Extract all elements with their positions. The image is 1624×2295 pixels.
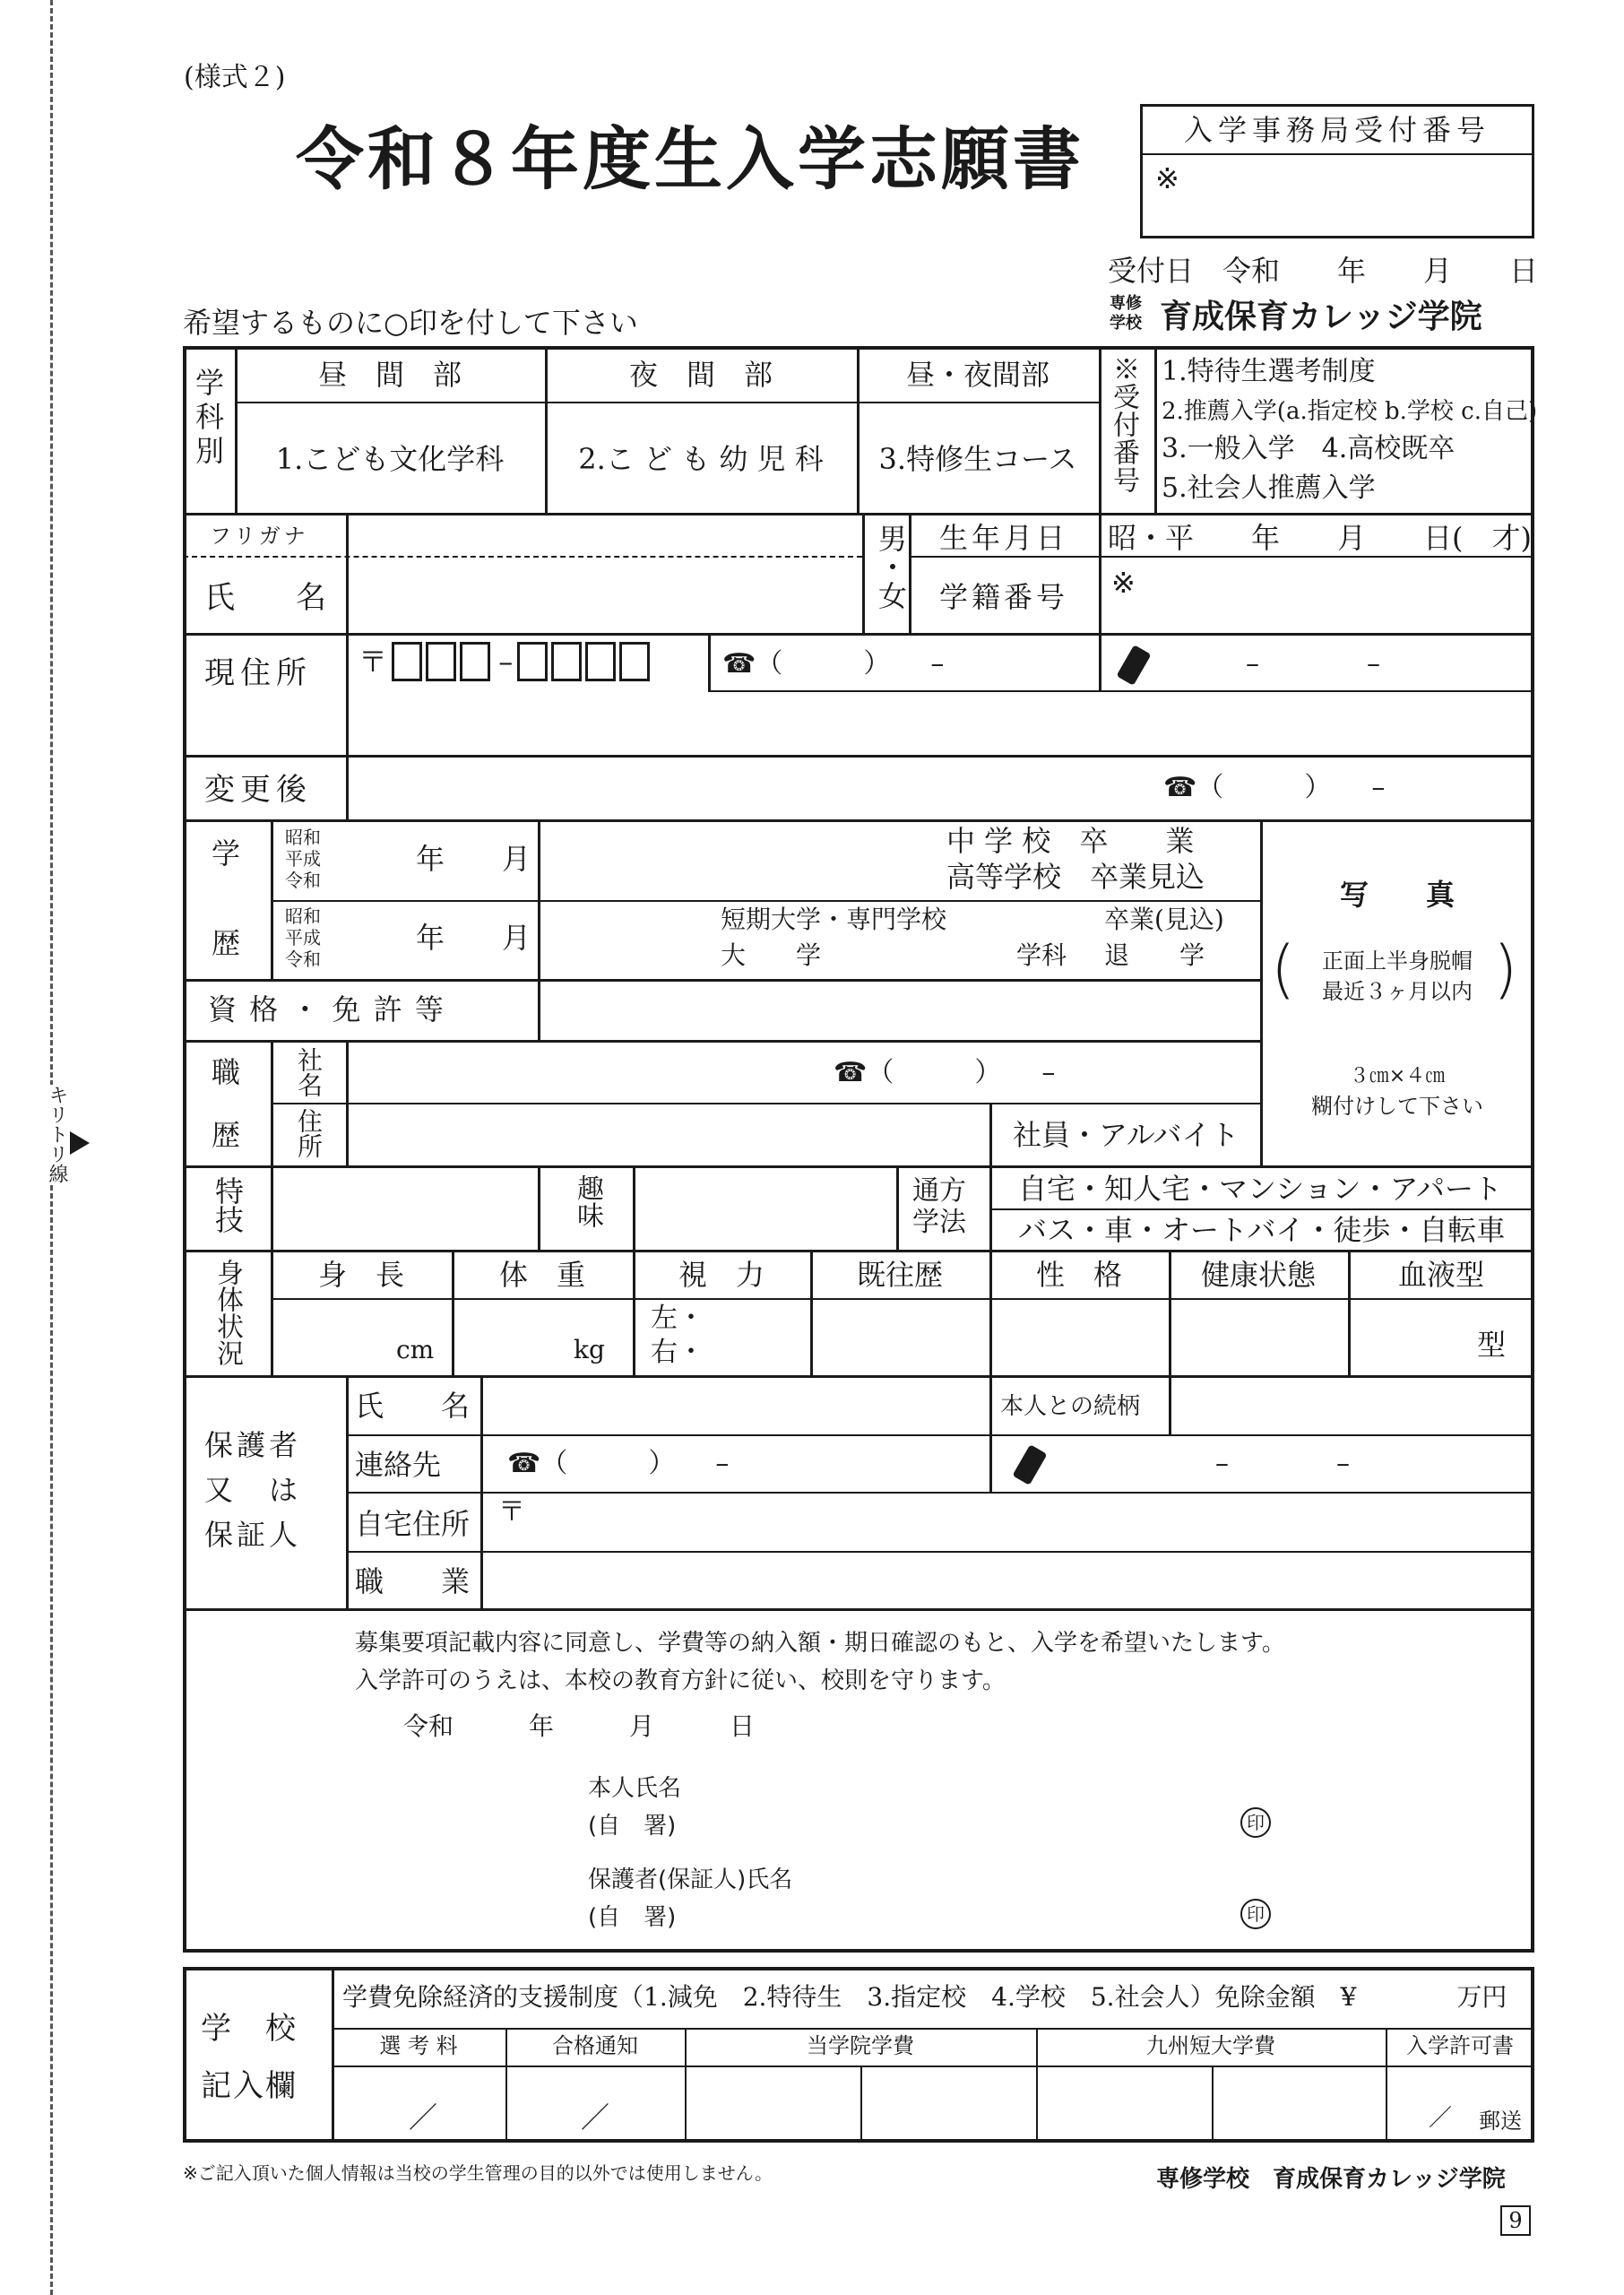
commute-label-text: 通方学法	[912, 1175, 966, 1238]
guardian-home-address-field[interactable]	[529, 1495, 1531, 1549]
education-label-bottom: 歴	[212, 926, 241, 960]
guardian-signature-field[interactable]	[708, 1895, 1228, 1935]
commute-option-1[interactable]: 自宅・知人宅・マンション・アパート	[1018, 1172, 1503, 1206]
admission-permit-slash[interactable]: ／	[1429, 2105, 1453, 2132]
guardian-label-1: 保護者	[204, 1428, 302, 1462]
course-header-night: 夜 間 部	[628, 358, 773, 392]
course-option-special[interactable]: 3.特修生コース	[878, 442, 1077, 476]
privacy-notice: ※ご記入頂いた個人情報は当校の学生管理の目的以外では使用しません。	[183, 2162, 773, 2184]
school-col-exam-fee: 選 考 料	[379, 2033, 458, 2058]
education-school-2-status2[interactable]: 退 学	[1104, 940, 1205, 970]
commute-label	[912, 1176, 977, 1238]
blood-type-field[interactable]: 型	[1477, 1328, 1507, 1362]
education-date-2[interactable]: 年 月	[416, 921, 531, 955]
pass-notice-slash[interactable]: ／	[581, 2100, 610, 2135]
school-prefix-top: 専修	[1110, 294, 1142, 313]
career-company-label: 社名	[294, 1047, 324, 1097]
applicant-name-label: 本人氏名	[588, 1775, 682, 1802]
guardian-contact-label: 連絡先	[355, 1448, 442, 1482]
course-header-daynight: 昼・夜間部	[905, 358, 1050, 392]
page-title: 令和８年度生入学志願書	[296, 119, 1084, 199]
career-label-bottom: 歴	[212, 1118, 241, 1152]
applicant-seal-icon: 印	[1240, 1807, 1271, 1838]
photo-size: ３㎝×４㎝	[1349, 1065, 1446, 1087]
special-skill-label: 特技	[211, 1176, 245, 1234]
guardian-zip-mark: 〒	[498, 1496, 525, 1528]
health-header-blood-type: 血液型	[1397, 1258, 1484, 1292]
health-condition-field[interactable]	[1172, 1302, 1346, 1373]
photo-paren-left: (	[1271, 932, 1296, 1006]
changed-address-label: 変更後	[204, 772, 312, 808]
career-address-field[interactable]	[350, 1106, 988, 1164]
special-skill-field[interactable]	[274, 1169, 536, 1248]
zip-mark: 〒	[358, 645, 388, 679]
address-label: 現住所	[204, 655, 312, 691]
height-field[interactable]: cm	[396, 1335, 435, 1364]
education-school-2-status1[interactable]: 卒業(見込)	[1104, 905, 1224, 934]
photo-instruction: 糊付けして下さい	[1311, 1094, 1483, 1119]
zip-dash: –	[498, 645, 514, 679]
school-col-pass-notice: 合格通知	[552, 2033, 638, 2058]
education-school-1-line2[interactable]: 高等学校 卒業見込	[946, 860, 1205, 894]
guardian-signature-label: (自 署)	[588, 1904, 677, 1931]
admission-type-1[interactable]: 1.特待生選考制度	[1162, 356, 1376, 387]
guardian-label-3: 保証人	[204, 1518, 302, 1552]
receipt-number-vertical-label: ※受付番号	[1108, 355, 1139, 494]
student-id-label: 学籍番号	[938, 580, 1068, 614]
school-use-label-2: 記入欄	[201, 2068, 298, 2104]
instruction: 希望するものに○印を付して下さい	[183, 306, 638, 340]
career-employment-type[interactable]: 社員・アルバイト	[1013, 1118, 1240, 1152]
education-era-2[interactable]: 昭和 平成 令和	[285, 905, 321, 970]
exam-fee-slash[interactable]: ／	[409, 2100, 438, 2135]
career-company-field[interactable]	[350, 1044, 1258, 1101]
guardian-mobile-field[interactable]: – –	[1215, 1448, 1350, 1479]
footer-school-name: 専修学校 育成保育カレッジ学院	[1156, 2166, 1506, 2193]
receipt-date: 受付日 令和 年 月 日	[1108, 254, 1539, 288]
school-use-label-1: 学 校	[201, 2011, 298, 2047]
address-field[interactable]	[350, 694, 1531, 753]
agreement-date-field[interactable]: 令和 年 月 日	[403, 1711, 756, 1741]
photo-title: 写 真	[1339, 878, 1455, 912]
personality-field[interactable]	[993, 1302, 1167, 1373]
applicant-signature-field[interactable]	[708, 1804, 1228, 1843]
health-header-height: 身 長	[317, 1258, 404, 1292]
applicant-signature-label: (自 署)	[588, 1813, 677, 1840]
receipt-number-mark: ※	[1155, 161, 1179, 195]
school-col-tuition: 当学院学費	[807, 2033, 914, 2058]
health-header-weight: 体 重	[498, 1258, 585, 1292]
health-header-personality: 性 格	[1035, 1258, 1122, 1292]
photo-line-1: 正面上半身脱帽	[1322, 948, 1473, 974]
changed-tel-field[interactable]: ☎（ ） –	[1163, 772, 1386, 803]
furigana-field[interactable]	[350, 516, 860, 556]
school-name: 育成保育カレッジ学院	[1160, 299, 1482, 335]
education-school-2-type2: 大 学	[721, 940, 822, 970]
zip-code-field[interactable]	[358, 642, 653, 681]
health-label: 身体状況	[212, 1259, 243, 1366]
education-school-2-dept: 学科	[1016, 940, 1067, 970]
medical-history-field[interactable]	[814, 1302, 988, 1373]
course-header-day: 昼 間 部	[317, 358, 462, 392]
student-id-mark: ※	[1111, 566, 1136, 600]
admission-type-5[interactable]: 5.社会人推薦入学	[1162, 472, 1376, 504]
course-option-child-infant[interactable]: 2.こ ど も 幼 児 科	[578, 442, 824, 476]
name-field[interactable]	[350, 558, 860, 631]
tuition-exemption-field[interactable]: 学費免除経済的支援制度（1.減免 2.特待生 3.指定校 4.学校 5.社会人）免除金額 ¥ 万円	[342, 1982, 1507, 2012]
birthdate-label: 生年月日	[938, 521, 1068, 555]
page-number: 9	[1500, 2205, 1531, 2236]
address-tel-field[interactable]: ☎（ ） –	[722, 648, 945, 680]
education-school-1-line1[interactable]: 中 学 校 卒 業	[946, 824, 1195, 858]
admission-type-2[interactable]: 2.推薦入学(a.指定校 b.学校 c.自己)	[1162, 398, 1538, 425]
school-col-junior-college-fee: 九州短大学費	[1146, 2033, 1275, 2058]
health-header-vision: 視 力	[678, 1258, 764, 1292]
agreement-line-2: 入学許可のうえは、本校の教育方針に従い、校則を守ります。	[355, 1667, 1006, 1694]
guardian-home-address-label: 自宅住所	[355, 1507, 471, 1541]
career-tel-field[interactable]: ☎（ ） –	[834, 1057, 1056, 1088]
hobby-field[interactable]	[636, 1169, 894, 1248]
guardian-name-sign-label: 保護者(保証人)氏名	[588, 1866, 793, 1893]
guardian-occupation-label: 職 業	[355, 1564, 471, 1598]
license-label: 資 格 ・ 免 許 等	[208, 992, 445, 1026]
guardian-relation-label: 本人との続柄	[1000, 1393, 1141, 1420]
admission-permit-mailed: 郵送	[1479, 2109, 1522, 2134]
guardian-name-label: 氏 名	[355, 1389, 471, 1423]
education-era-1[interactable]: 昭和 平成 令和	[285, 827, 321, 891]
name-label: 氏 名	[204, 580, 326, 616]
address-mobile-field[interactable]: – –	[1246, 648, 1380, 680]
gender-select[interactable]: 男・女	[874, 524, 908, 610]
vision-left-field[interactable]: 左・	[651, 1303, 704, 1334]
license-field[interactable]	[541, 983, 1258, 1038]
cut-line-label: キリトリ線	[36, 1085, 68, 1183]
guardian-occupation-field[interactable]	[484, 1555, 1531, 1606]
hobby-label: 趣味	[572, 1174, 603, 1228]
photo-paren-right: )	[1493, 932, 1518, 1006]
guardian-relation-field[interactable]	[1172, 1379, 1531, 1433]
guardian-seal-icon: 印	[1240, 1899, 1271, 1929]
school-prefix-bottom: 学校	[1110, 314, 1142, 333]
receipt-number-label: 入学事務局受付番号	[1183, 113, 1490, 147]
commute-option-2[interactable]: バス・車・オートバイ・徒歩・自転車	[1018, 1213, 1506, 1247]
guardian-name-field[interactable]	[484, 1379, 988, 1433]
health-header-condition: 健康状態	[1200, 1258, 1316, 1292]
education-school-2-type1: 短期大学・専門学校	[721, 905, 947, 934]
career-address-label: 住所	[294, 1108, 324, 1158]
department-label: 学科別	[191, 368, 225, 470]
career-label-top: 職	[212, 1055, 241, 1089]
school-col-admission-permit: 入学許可書	[1406, 2033, 1514, 2058]
health-header-history: 既往歴	[856, 1258, 943, 1292]
form-number: (様式２)	[184, 62, 286, 93]
education-date-1[interactable]: 年 月	[416, 842, 531, 876]
weight-field[interactable]: kg	[574, 1335, 605, 1364]
education-label-top: 学	[212, 836, 241, 870]
furigana-label: フリガナ	[210, 524, 309, 549]
admission-type-3[interactable]: 3.一般入学 4.高校既卒	[1162, 433, 1456, 464]
cut-arrow-icon	[70, 1131, 90, 1155]
birthdate-field[interactable]: 昭・平 年 月 日( 才)	[1108, 521, 1532, 555]
photo-line-2: 最近３ヶ月以内	[1322, 979, 1473, 1004]
receipt-number-box[interactable]	[1140, 104, 1534, 238]
guardian-tel-field[interactable]: ☎（ ） –	[507, 1448, 730, 1479]
agreement-line-1: 募集要項記載内容に同意し、学費等の納入額・期日確認のもと、入学を希望いたします。	[355, 1630, 1285, 1657]
course-option-child-culture[interactable]: 1.こども文化学科	[275, 442, 505, 476]
guardian-label-2: 又 は	[204, 1473, 302, 1507]
vision-right-field[interactable]: 右・	[651, 1337, 704, 1368]
